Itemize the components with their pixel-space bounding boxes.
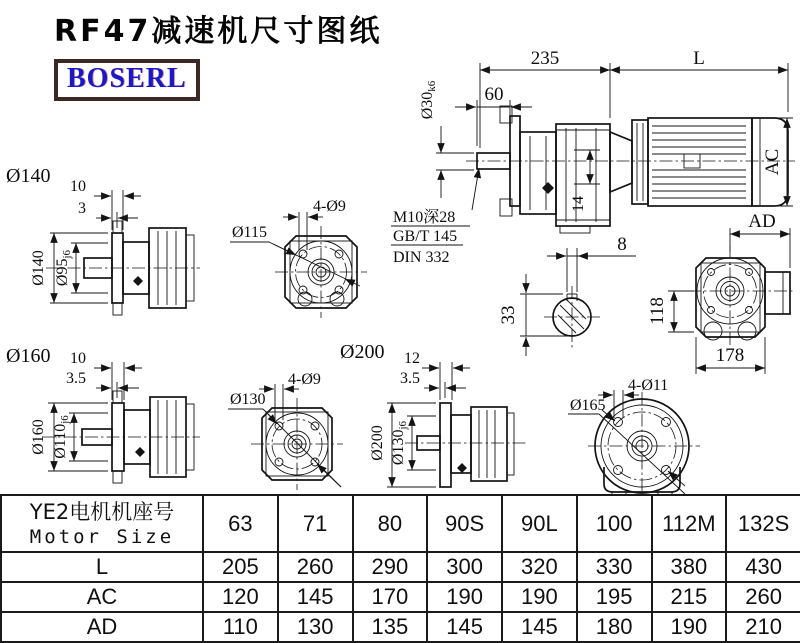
drain-plug-icon [542,182,554,194]
drain-plug-icon [135,447,145,457]
dim-key-height-33: 33 [498,305,519,325]
value-cell: 190 [502,582,577,612]
terminal-box [765,272,790,314]
dim-4xd9: 4-Ø9 [313,198,346,215]
size-col-112m: 112M [652,495,727,552]
value-cell: 120 [203,582,278,612]
value-cell: 135 [353,612,428,642]
row-label-AC: AC [1,582,203,612]
dim-dia115: Ø115 [232,224,267,241]
dim-4xd11: 4-Ø11 [628,377,669,394]
value-cell: 190 [652,612,727,642]
value-cell: 380 [652,552,727,582]
dim-12: 12 [404,350,420,367]
dim-118: 118 [647,297,668,325]
size-col-63: 63 [203,495,278,552]
value-cell: 190 [427,582,502,612]
motor-adapter [610,132,632,192]
dim-dia160: Ø160 [30,419,47,455]
value-cell: 260 [726,582,800,612]
view-flange160-side [6,345,200,483]
value-cell: 290 [353,552,428,582]
dim-dia130j6: Ø130j6 [390,420,409,466]
motor-fins [652,126,746,198]
dim-10: 10 [70,350,86,367]
page-title: RF47减速机尺寸图纸 [54,14,383,49]
gearbox-body [520,132,556,214]
view-assembly [391,48,795,356]
thread-note: M10深28 [393,209,456,226]
view-flange140-side [6,165,200,315]
standard-note-gbt: GB/T 145 [393,228,458,245]
header-chinese: YE2电机机座号 [29,499,175,524]
dim-AD: AD [748,211,776,232]
dim-235: 235 [530,48,560,69]
size-col-80: 80 [353,495,428,552]
size-col-90s: 90S [427,495,502,552]
motor-size-header-cell [1,495,203,552]
standard-note-din: DIN 332 [393,249,450,266]
value-cell: 195 [577,582,652,612]
size-col-100: 100 [577,495,652,552]
value-cell: 430 [726,552,800,582]
table-row-AC [1,582,800,612]
view-face165 [568,377,700,494]
brand-logo: BOSERL [54,59,200,101]
flange140-label: Ø140 [6,165,51,187]
dim-dia110j6: Ø110j6 [52,415,71,459]
dim-3p5: 3.5 [66,370,86,387]
value-cell: 110 [203,612,278,642]
dim-dia165: Ø165 [570,397,606,414]
table-header-row [1,495,800,552]
dim-L: L [693,48,705,69]
value-cell: 130 [278,612,353,642]
value-cell: 170 [353,582,428,612]
dim-dia200: Ø200 [369,425,386,461]
value-cell: 260 [278,552,353,582]
dim-dia130: Ø130 [230,391,266,408]
value-cell: 300 [427,552,502,582]
row-label-AD: AD [1,612,203,642]
dim-key-width-8: 8 [617,234,627,255]
table-row-AD [1,612,800,642]
dim-AC: AC [762,148,783,176]
value-cell: 145 [278,582,353,612]
table-row-L [1,552,800,582]
flange160-label: Ø160 [6,345,51,367]
value-cell: 210 [726,612,800,642]
value-cell: 145 [427,612,502,642]
view-face130 [228,341,384,490]
dim-3: 3 [78,200,86,217]
size-col-71: 71 [278,495,353,552]
value-cell: 145 [502,612,577,642]
dim-4xd9: 4-Ø9 [288,371,321,388]
row-label-L: L [1,552,203,582]
drain-plug-icon [457,463,467,473]
value-cell: 215 [652,582,727,612]
drain-plug-icon [133,276,143,286]
value-cell: 330 [577,552,652,582]
flange200-label: Ø200 [340,341,385,363]
dim-3p5: 3.5 [400,370,420,387]
dim-60: 60 [484,84,504,105]
size-col-90l: 90L [502,495,577,552]
flange-plate [440,403,451,487]
view-rear [647,211,795,374]
view-face115 [230,198,367,318]
value-cell: 320 [502,552,577,582]
value-cell: 180 [577,612,652,642]
dim-178: 178 [715,345,745,366]
dim-shaft-dia: Ø30k6 [419,80,438,120]
view-side200 [369,350,528,487]
motor-size-table [0,494,800,643]
dim-dia95j6: Ø95j6 [54,249,73,287]
header-english: Motor Size [29,525,175,548]
dim-14: 14 [570,196,587,212]
dim-10: 10 [70,178,86,195]
size-col-132s: 132S [726,495,800,552]
dim-dia140: Ø140 [30,250,47,286]
value-cell: 205 [203,552,278,582]
